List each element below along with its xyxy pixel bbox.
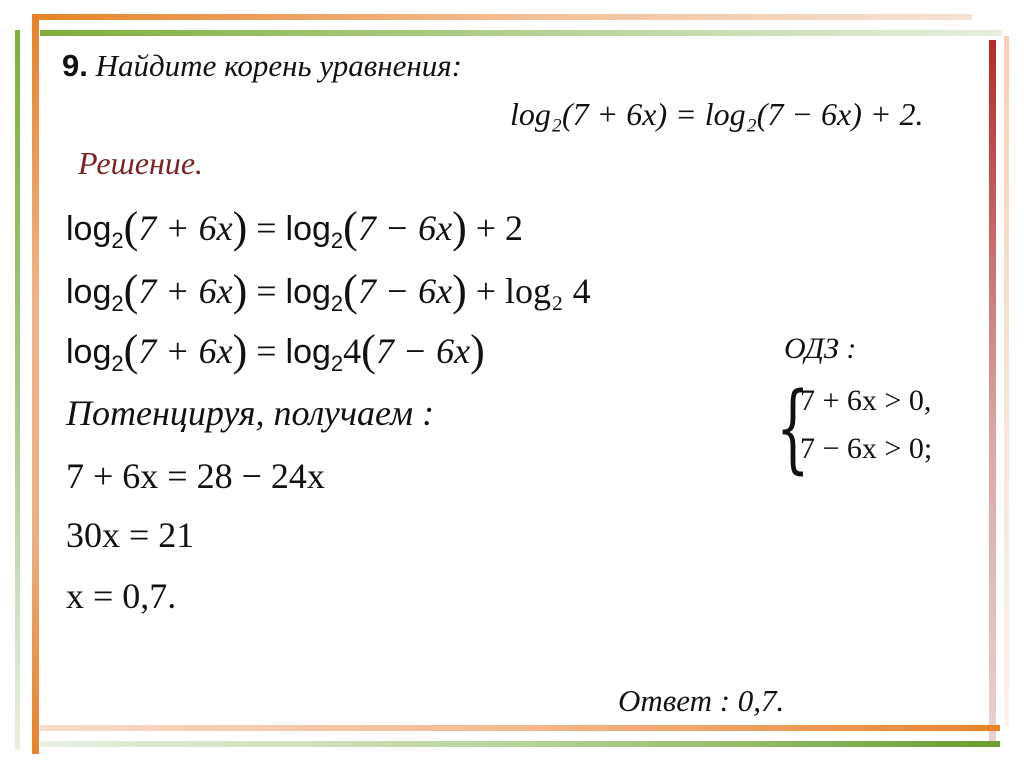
answer: Ответ : 0,7. xyxy=(618,683,785,718)
solution-step-5: 7 + 6x = 28 − 24x xyxy=(66,456,325,496)
odz-condition-2: 7 − 6x > 0; xyxy=(800,432,933,465)
solution-step-4: Потенцируя, получаем : xyxy=(66,393,435,433)
solution-step-7: x = 0,7. xyxy=(66,576,177,616)
task-text: Найдите корень уравнения: xyxy=(95,48,462,83)
task-header xyxy=(62,48,462,84)
odz-condition-1: 7 + 6x > 0, xyxy=(800,384,932,417)
system-brace: { xyxy=(776,372,810,484)
top-orange-stripe xyxy=(32,14,972,20)
solution-step-3: $\log_2(7 + 6x) = \log_24(7 - 6x)$ xyxy=(66,326,485,377)
left-orange-stripe xyxy=(32,14,39,754)
solution-step-2: $\log_2(7 + 6x) = \log_2(7 - 6x) + \log_2$ 4 xyxy=(66,266,591,317)
solution-step-6: 30x = 21 xyxy=(66,515,195,555)
solution-step-1: $\log_2(7 + 6x) = \log_2(7 - 6x) + 2$ xyxy=(66,203,524,254)
bottom-green-stripe xyxy=(40,741,1000,747)
top-green-stripe xyxy=(40,30,1002,36)
odz-label: ОДЗ : xyxy=(784,332,857,365)
bottom-orange-stripe xyxy=(40,725,1000,731)
right-red-stripe xyxy=(989,40,996,746)
given-equation: log₂(7 + 6x) = log₂(7 − 6x) + 2. xyxy=(510,96,924,132)
right-orange-stripe xyxy=(1004,36,1009,726)
solution-title: Решение. xyxy=(78,145,204,181)
left-green-stripe xyxy=(15,30,20,750)
task-number: 9. xyxy=(62,48,88,83)
